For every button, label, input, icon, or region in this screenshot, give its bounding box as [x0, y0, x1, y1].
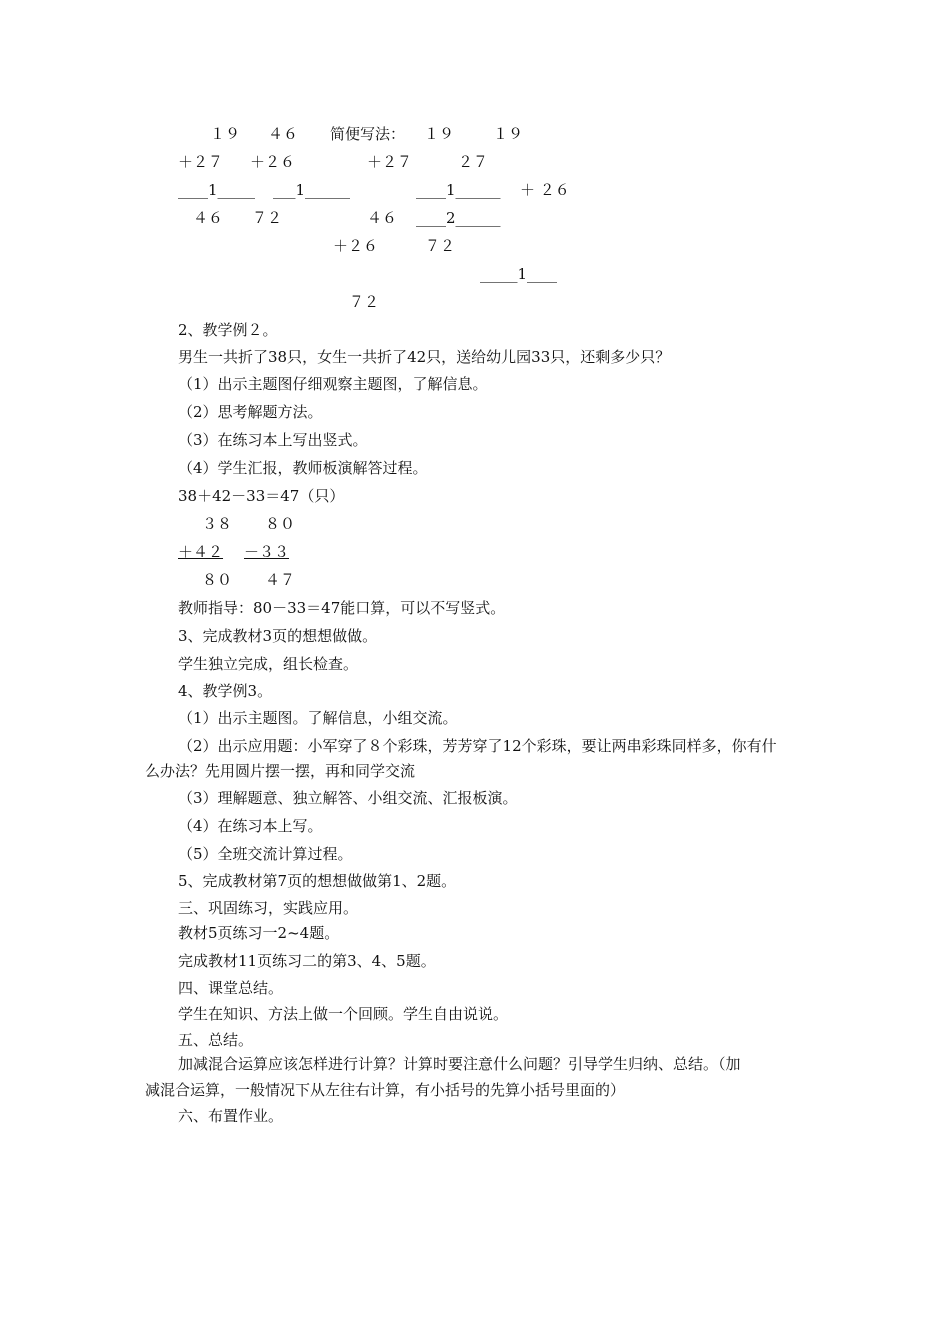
text-line: （4）在练习本上写。: [178, 817, 323, 835]
vert-47: ４７: [265, 571, 296, 589]
carry-line-c: ____1______: [416, 181, 501, 199]
plus-26-c: ＋２６: [333, 237, 379, 255]
carry-line-b: ___1______: [273, 181, 351, 199]
text-line: （1）出示主题图。了解信息，小组交流。: [178, 709, 458, 727]
vert-minus-33: －３３: [244, 543, 290, 561]
shortcut-label: 简便写法：: [330, 125, 406, 143]
text-line: （1）出示主题图仔细观察主题图，了解信息。: [178, 375, 488, 393]
text-line: （4）学生汇报，教师板演解答过程。: [178, 459, 428, 477]
carry-line-d: ____2______: [416, 209, 501, 227]
text-line: 三、巩固练习，实践应用。: [178, 899, 359, 917]
equation-line: 38＋42－33＝47（只）: [178, 487, 345, 505]
paragraph-line: 减混合运算，一般情况下从左往右计算，有小括号的先算小括号里面的）: [145, 1081, 626, 1099]
result-46-b: ４６: [367, 209, 398, 227]
text-line: 4、教学例3。: [178, 682, 273, 700]
plus-27-b: ＋２７: [367, 153, 413, 171]
text-line: （5）全班交流计算过程。: [178, 845, 353, 863]
vert-80-result: ８０: [202, 571, 233, 589]
text-line: 四、课堂总结。: [178, 979, 284, 997]
vert-80-top: ８０: [265, 515, 296, 533]
vert-38: ３８: [202, 515, 233, 533]
text-line: 男生一共折了38只，女生一共折了42只，送给幼儿园33只，还剩多少只？: [178, 348, 671, 366]
text-line: 教师指导：80－33＝47能口算，可以不写竖式。: [178, 599, 506, 617]
num-27: ２７: [458, 153, 489, 171]
text-line: 六、布置作业。: [178, 1107, 284, 1125]
paragraph-line: 么办法？先用圆片摆一摆，再和同学交流: [145, 762, 416, 780]
vert-plus-42: ＋４２: [178, 543, 224, 561]
plus-26-b: ＋ ２６: [520, 181, 570, 199]
text-line: 完成教材11页练习二的第3、4、5题。: [178, 952, 436, 970]
num-19-b: １９: [424, 125, 455, 143]
carry-line-e: _____1____: [480, 265, 558, 283]
text-line: 学生独立完成，组长检查。: [178, 655, 359, 673]
paragraph-line: 加减混合运算应该怎样进行计算？计算时要注意什么问题？引导学生归纳、总结。（加: [178, 1055, 741, 1073]
text-line: （2）思考解题方法。: [178, 403, 323, 421]
text-line: 5、完成教材第7页的想想做做第1、2题。: [178, 872, 457, 890]
carry-line-a: ____1_____: [178, 181, 256, 199]
num-19-c: １９: [493, 125, 524, 143]
text-line: （3）理解题意、独立解答、小组交流、汇报板演。: [178, 789, 518, 807]
result-72-b: ７２: [425, 237, 456, 255]
text-line: 学生在知识、方法上做一个回顾。学生自由说说。: [178, 1005, 509, 1023]
plus-26-a: ＋２６: [250, 153, 296, 171]
text-line: 3、完成教材3页的想想做做。: [178, 627, 378, 645]
paragraph-line: （2）出示应用题：小军穿了８个彩珠，芳芳穿了12个彩珠，要让两串彩珠同样多，你有什: [178, 737, 777, 755]
text-line: 2、教学例２。: [178, 321, 278, 339]
text-line: 五、总结。: [178, 1031, 254, 1049]
text-line: 教材5页练习一2~4题。: [178, 924, 340, 942]
plus-27-a: ＋２７: [178, 153, 224, 171]
num-19-a: １９: [210, 125, 241, 143]
result-72-a: ７２: [252, 209, 283, 227]
text-line: （3）在练习本上写出竖式。: [178, 431, 368, 449]
result-46-a: ４６: [193, 209, 224, 227]
num-46-a: ４６: [268, 125, 299, 143]
result-72-c: ７２: [349, 293, 380, 311]
